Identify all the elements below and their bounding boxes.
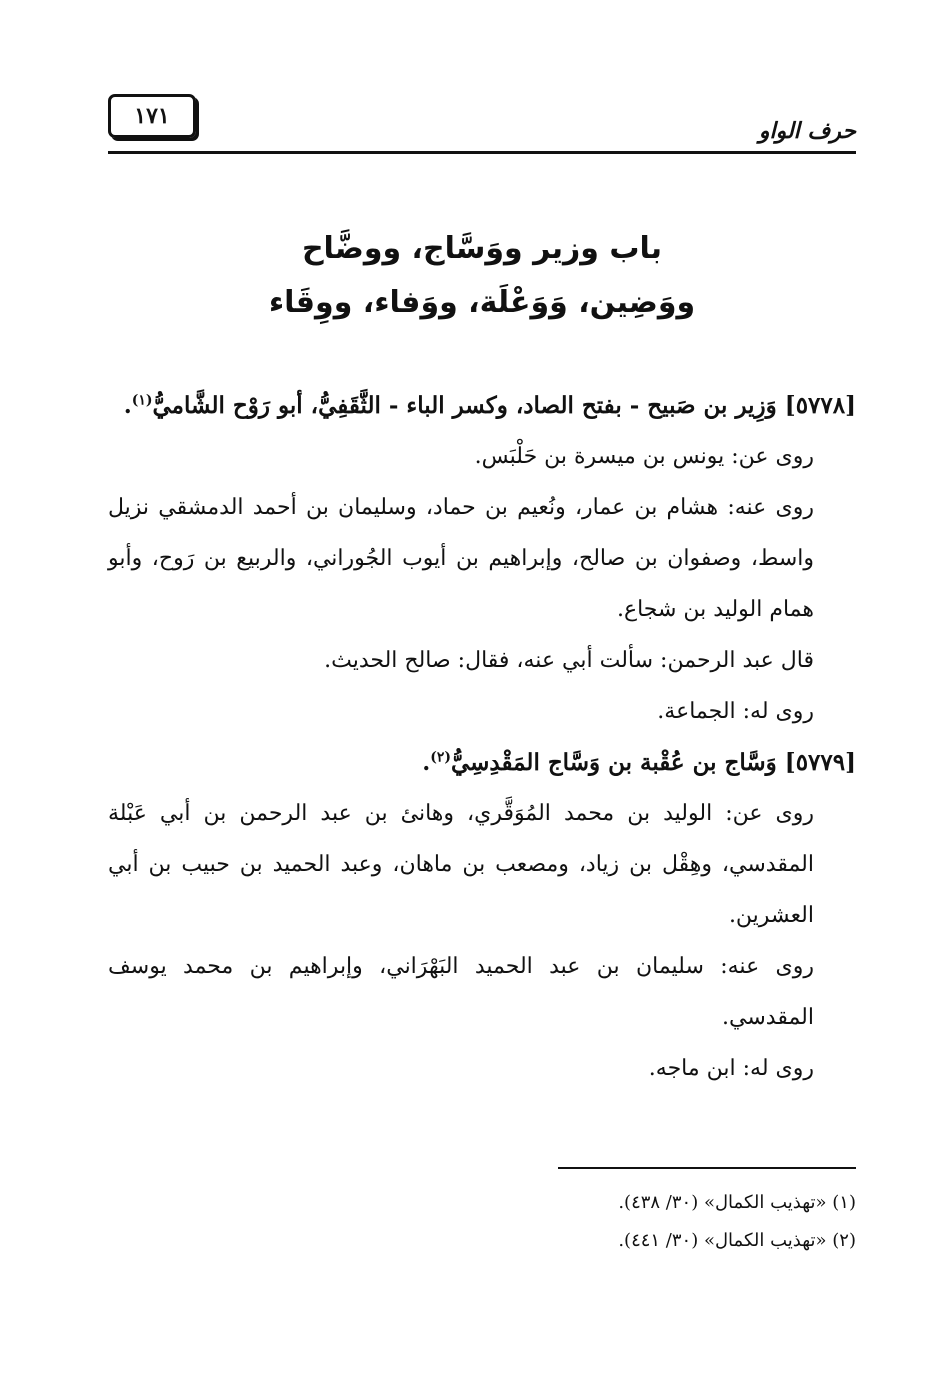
header-rule (108, 151, 856, 154)
entry-heading-end: . (123, 392, 132, 419)
page-number: ١٧١ (108, 94, 196, 138)
chapter-title-line-2: ووَضِين، وَوَعْلَة، ووَفاء، ووِقَاء (268, 285, 696, 320)
entry-heading (108, 737, 856, 788)
footnotes (108, 1184, 856, 1260)
narrated-by: روى عنه: سليمان بن عبد الحميد البَهْرَاني، وإبراهيم بن محمد يوسف المقدسي. (108, 954, 814, 1030)
chapter-title-line-1: باب وزير ووَسَّاج، ووضَّاح (301, 231, 663, 266)
footnote-marker: (١) (131, 392, 153, 409)
chapter-title (108, 222, 856, 330)
entry-number: [٥٧٧٩] (784, 749, 856, 776)
footnote-marker: (٢) (430, 749, 451, 766)
entry-heading-end: . (422, 749, 431, 776)
page-header (108, 88, 856, 154)
entry-nisba: الشَّاميُّ (152, 392, 225, 419)
entry-name: وَزِير بن صَبيح - بفتح الصاد، وكسر الباء - الثَّقَفِيُّ، أبو رَوْح (232, 392, 777, 419)
narrated-by: روى عنه: هشام بن عمار، ونُعيم بن حماد، وسليمان بن أحمد الدمشقي نزيل واسط، وصفوان بن صالح، وإبراهيم بن أيوب الجُوراني، والربيع بن رَوح، وأبو همام الوليد بن شجاع. (108, 495, 814, 622)
critic-opinion: قال عبد الرحمن: سألت أبي عنه، فقال: صالح الحديث. (324, 648, 814, 673)
narrated-from: روى عن: يونس بن ميسرة بن حَلْبَس. (474, 444, 814, 469)
body-text (108, 380, 856, 1094)
running-title: حرف الواو (758, 118, 856, 144)
narrated-for: روى له: الجماعة. (657, 699, 814, 724)
narrated-for: روى له: ابن ماجه. (648, 1056, 814, 1081)
footnote: (١) «تهذيب الكمال» (٣٠/ ٤٣٨). (618, 1192, 856, 1213)
footnote-rule (558, 1167, 856, 1169)
entry-number: [٥٧٧٨] (784, 392, 856, 419)
entry-name: وَسَّاج بن عُقْبة بن وَسَّاج المَقْدِسِيُّ (450, 749, 777, 776)
narrated-from: روى عن: الوليد بن محمد المُوَقَّري، وهانئ بن عبد الرحمن بن أبي عَبْلة المقدسي، وهِقْل بن زياد، ومصعب بن ماهان، وعبد الحميد بن حبيب بن أبي العشرين. (108, 801, 814, 928)
footnote: (٢) «تهذيب الكمال» (٣٠/ ٤٤١). (618, 1230, 856, 1251)
entry-heading (108, 380, 856, 431)
